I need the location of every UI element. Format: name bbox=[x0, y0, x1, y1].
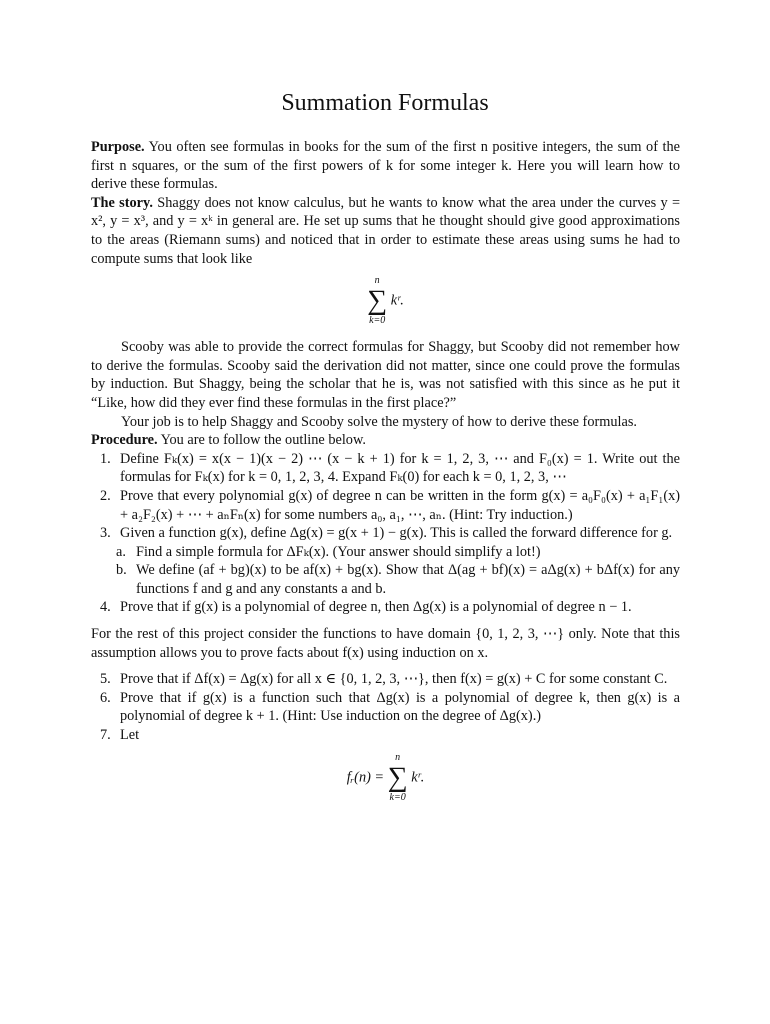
list-item bbox=[91, 689, 680, 726]
summation-symbol bbox=[367, 274, 387, 328]
item-number: 5. bbox=[100, 671, 111, 688]
sum-display bbox=[91, 274, 680, 328]
procedure-heading: Procedure. bbox=[91, 432, 158, 449]
item-text: Prove that if Δf(x) = Δg(x) for all x ∈ {0, 1, 2, 3, ⋯}, then f(x) = g(x) + C for some constant C. bbox=[120, 671, 668, 688]
list-item bbox=[91, 450, 680, 487]
spacer bbox=[91, 662, 680, 670]
story-paragraph bbox=[91, 194, 680, 268]
sigma-icon: ∑ bbox=[367, 285, 388, 317]
sum-term: kʳ. bbox=[390, 292, 404, 309]
list-item bbox=[91, 598, 680, 617]
list-item bbox=[91, 670, 680, 689]
procedure-text: You are to follow the outline below. bbox=[160, 432, 366, 449]
scooby-paragraph: Scooby was able to provide the correct formulas for Shaggy, but Scooby did not remember how to derive the formulas. Scooby said the derivation did not matter, since one could prove the formulas by induction. But Shaggy, being the scholar that he is, was not satisfied with this since as he put it “Like, how did they ever find these formulas in the first place?” bbox=[91, 339, 680, 411]
final-summation-symbol bbox=[388, 751, 408, 805]
item-number: 3. bbox=[100, 525, 111, 542]
spacer bbox=[91, 617, 680, 625]
sub-list bbox=[91, 543, 680, 599]
story-heading: The story. bbox=[91, 194, 153, 211]
sum-upper-limit: n bbox=[374, 275, 380, 287]
procedure-paragraph bbox=[91, 431, 680, 450]
sigma-icon: ∑ bbox=[387, 761, 408, 793]
story-text: Shaggy does not know calculus, but he wants to know what the area under the curves y = x², y = x³, and y = xᵏ in general are. He set up sums that he thought should give good approximations to the areas (Riemann sums) and noticed that in order to estimate these areas using sums he had to compute sums that look like bbox=[91, 194, 681, 267]
item-text: Given a function g(x), define Δg(x) = g(x + 1) − g(x). This is called the forward difference for g. bbox=[120, 525, 673, 542]
item-number: 2. bbox=[100, 487, 111, 504]
item-number: 7. bbox=[100, 727, 111, 744]
sub-item-letter: a. bbox=[116, 543, 126, 560]
item-text: Prove that if g(x) is a function such that Δg(x) is a polynomial of degree k, then g(x) is a polynomial of degree k + 1. (Hint: Use induction on the degree of Δg(x).) bbox=[120, 689, 680, 725]
sub-item-text: We define (af + bg)(x) to be af(x) + bg(x). Show that Δ(ag + bf)(x) = aΔg(x) + bΔf(x) for any functions f and g and any constants a and b. bbox=[136, 562, 680, 597]
item-text: Prove that if g(x) is a polynomial of degree n, then Δg(x) is a polynomial of degree n − 1. bbox=[120, 599, 632, 616]
list-item bbox=[91, 726, 680, 745]
sub-list-item bbox=[91, 543, 680, 562]
sub-item-text: Find a simple formula for ΔFₖ(x). (Your answer should simplify a lot!) bbox=[136, 543, 541, 560]
purpose-text: You often see formulas in books for the sum of the first n positive integers, the sum of the first n squares, or the sum of the first powers of k for some integer k. Here you will learn how to derive these formulas. bbox=[91, 139, 680, 193]
final-sum-display bbox=[91, 751, 680, 805]
purpose-heading: Purpose. bbox=[91, 139, 145, 155]
sub-item-letter: b. bbox=[116, 562, 127, 579]
list-item bbox=[91, 524, 680, 543]
sum-lower-limit: k=0 bbox=[369, 315, 386, 327]
item-text: Define Fₖ(x) = x(x − 1)(x − 2) ⋯ (x − k + 1) for k = 1, 2, 3, ⋯ and F₀(x) = 1. Write out the formulas for Fₖ(x) for k = 0, 1, 2, 3, 4. Expand Fₖ(0) for each k = 0, 1, 2, 3, ⋯ bbox=[120, 450, 680, 486]
item-number: 1. bbox=[100, 450, 111, 467]
procedure-list-part-two bbox=[91, 670, 680, 744]
final-lhs: fᵣ(n) = bbox=[346, 768, 385, 785]
list-item bbox=[91, 487, 680, 524]
item-number: 6. bbox=[100, 689, 111, 706]
item-text: Let bbox=[120, 727, 140, 744]
rest-paragraph: For the rest of this project consider the functions to have domain {0, 1, 2, 3, ⋯} only. Note that this assumption allows you to prove facts about f(x) using induction on x. bbox=[91, 626, 680, 661]
procedure-list bbox=[91, 450, 680, 543]
purpose-paragraph bbox=[91, 138, 680, 194]
final-sum-upper-limit: n bbox=[395, 751, 401, 763]
final-sum-lower-limit: k=0 bbox=[389, 791, 406, 803]
sub-list-item bbox=[91, 561, 680, 598]
final-sum-term: kʳ. bbox=[411, 768, 425, 785]
procedure-list-continued bbox=[91, 598, 680, 617]
page-title: Summation Formulas bbox=[281, 90, 489, 116]
job-paragraph: Your job is to help Shaggy and Scooby solve the mystery of how to derive these formulas. bbox=[121, 413, 637, 430]
item-text: Prove that every polynomial g(x) of degree n can be written in the form g(x) = a₀F₀(x) + a₁F₁(x) + a₂F₂(x) + ⋯ + aₙFₙ(x) for some numbers a₀, a₁, ⋯, aₙ. (Hint: Try induction.) bbox=[120, 487, 680, 523]
document-body bbox=[91, 138, 680, 815]
item-number: 4. bbox=[100, 599, 111, 616]
